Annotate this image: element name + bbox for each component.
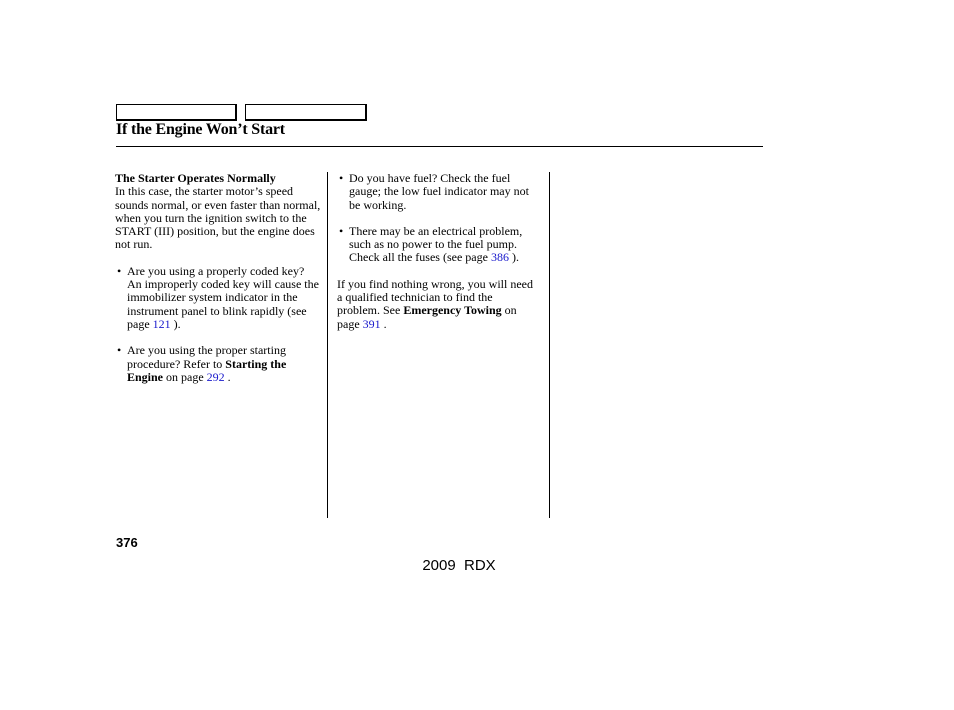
page-link-292[interactable]: 292 [206,369,225,384]
bullet-coded-key: • Are you using a properly coded key? An improperly coded key will cause the immobilizer system indicator in the instrument panel to blink rapidly (see page 121 ). [117,263,319,331]
bullet-dot-icon: • [117,343,122,358]
column-1 [115,172,321,384]
section-heading: The Starter Operates Normally [115,171,276,185]
bullet-dot-icon: • [339,171,344,185]
bullet-fuel: • Do you have fuel? Check the fuel gauge; the low fuel indicator may not be working. [339,171,529,212]
page-number: 376 [116,535,138,550]
column-divider-1 [327,172,328,518]
column-2 [337,172,537,331]
nav-tab-box-1[interactable] [116,104,237,121]
column-divider-2 [549,172,550,518]
ref-emergency-towing: Emergency Towing [403,303,502,318]
bullet-dot-icon: • [117,263,122,278]
page-link-121[interactable]: 121 [152,316,171,331]
ref-starting-the-engine: Starting the Engine [127,356,287,384]
closing-paragraph: If you find nothing wrong, you will need a qualified technician to find the problem. See Emergency Towing on page 391 . [337,276,533,331]
page-link-391[interactable]: 391 [362,316,381,331]
page-title: If the Engine Won’t Start [116,121,285,138]
bullet-dot-icon: • [339,223,344,238]
bullet-electrical: • There may be an electrical problem, such as no power to the fuel pump. Check all the fuses (see page 386 ). [339,223,523,265]
title-rule [116,146,763,147]
bullet-starting-procedure: • Are you using the proper starting procedure? Refer to Starting the Engine on page 292 . [117,343,287,384]
page-link-386[interactable]: 386 [490,250,509,265]
nav-tab-box-2[interactable] [245,104,367,121]
intro-paragraph: In this case, the starter motor’s speed sounds normal, or even faster than normal, when you turn the ignition switch to the START (III) position, but the engine does not run. [115,184,321,252]
footer-model: 2009 RDX [422,557,496,574]
